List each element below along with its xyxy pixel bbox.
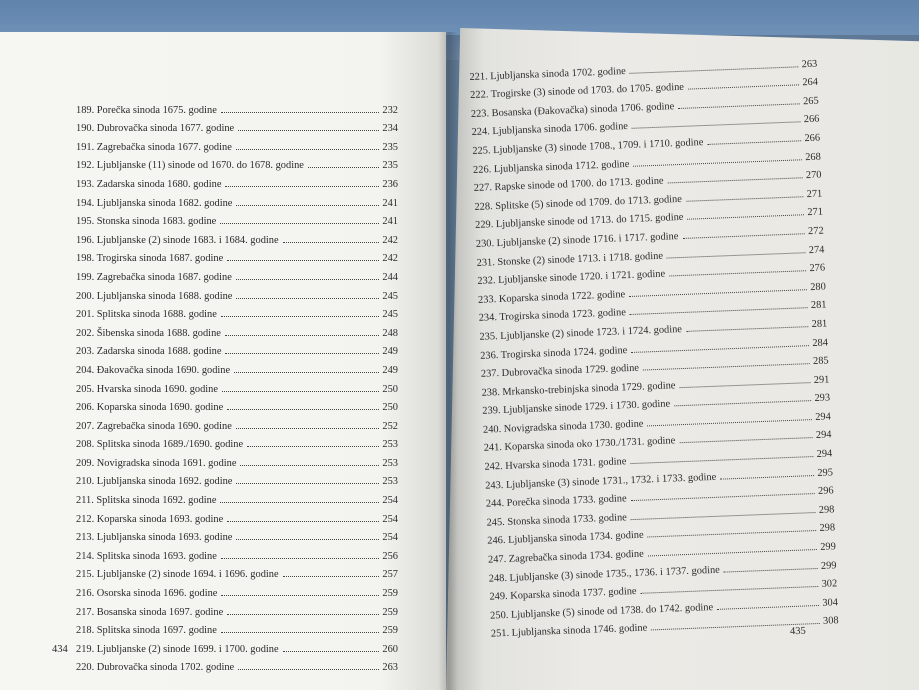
left-page-number: 434 <box>52 644 68 655</box>
toc-entry-page: 271 <box>807 206 824 219</box>
toc-entry-title: 227. Rapske sinode od 1700. do 1713. godine <box>473 175 664 195</box>
dot-leader <box>247 446 379 447</box>
toc-entry-title: 235. Ljubljanske (2) sinode 1723. i 1724. godine <box>479 323 683 343</box>
dot-leader <box>283 242 380 243</box>
toc-entry-title: 226. Ljubljanska sinoda 1712. godine <box>472 158 630 176</box>
toc-entry-title: 192. Ljubljanske (11) sinode od 1670. do 1678. godine <box>76 160 304 172</box>
left-table-of-contents <box>76 97 398 673</box>
toc-entry <box>76 153 398 172</box>
toc-entry <box>76 171 398 190</box>
dot-leader <box>221 316 380 317</box>
toc-entry-title: 251. Ljubljanska sinoda 1746. godine <box>490 622 648 640</box>
toc-entry-title: 198. Trogirska sinoda 1687. godine <box>76 253 224 265</box>
toc-entry-title: 194. Ljubljanska sinoda 1682. godine <box>76 197 233 209</box>
toc-entry-page: 241 <box>382 197 398 209</box>
toc-entry-page: 245 <box>382 290 398 302</box>
right-table-of-contents <box>469 51 839 640</box>
toc-entry-page: 264 <box>802 76 819 89</box>
toc-entry-title: 244. Porečka sinoda 1733. godine <box>485 493 627 510</box>
toc-entry-page: 263 <box>801 58 818 70</box>
toc-entry-title: 195. Stonska sinoda 1683. godine <box>76 216 217 228</box>
toc-entry-page: 281 <box>811 318 828 330</box>
toc-entry-page: 268 <box>805 151 822 163</box>
toc-entry-title: 217. Bosanska sinoda 1697. godine <box>76 606 224 618</box>
toc-entry-page: 257 <box>382 569 398 581</box>
toc-entry-page: 276 <box>809 262 826 275</box>
toc-entry-page: 260 <box>382 643 398 655</box>
toc-entry-page: 296 <box>817 485 834 498</box>
toc-entry-title: 224. Ljubljanska sinoda 1706. godine <box>471 121 629 139</box>
right-page-number: 435 <box>789 625 806 638</box>
toc-entry-title: 228. Splitske (5) sinode od 1709. do 1713. godine <box>474 193 683 213</box>
toc-entry <box>76 487 398 506</box>
toc-entry <box>76 469 398 488</box>
toc-entry <box>76 190 398 209</box>
toc-entry-title: 245. Stonska sinoda 1733. godine <box>486 512 628 529</box>
toc-entry-title: 231. Stonske (2) sinode 1713. i 1718. godine <box>476 250 664 269</box>
toc-entry-title: 237. Dubrovačka sinoda 1729. godine <box>480 362 640 380</box>
toc-entry-title: 220. Dubrovačka sinoda 1702. godine <box>76 662 235 674</box>
toc-entry-title: 213. Ljubljanska sinoda 1693. godine <box>76 532 233 544</box>
toc-entry-title: 191. Zagrebačka sinoda 1677. godine <box>76 141 232 153</box>
toc-entry <box>76 525 398 544</box>
toc-entry-page: 253 <box>382 476 398 488</box>
toc-entry-page: 245 <box>382 309 398 321</box>
toc-entry-title: 221. Ljubljanska sinoda 1702. godine <box>469 65 627 83</box>
toc-entry-page: 253 <box>382 439 398 451</box>
dot-leader <box>236 428 380 429</box>
toc-entry-page: 249 <box>382 364 398 376</box>
toc-entry <box>76 264 398 283</box>
toc-entry-title: 248. Ljubljanske (3) sinode 1735., 1736. i 1737. godine <box>488 564 720 585</box>
toc-entry-page: 244 <box>382 271 398 283</box>
dot-leader <box>240 465 379 466</box>
toc-entry-page: 242 <box>382 253 398 265</box>
toc-entry-title: 232. Ljubljanske sinode 1720. i 1721. godine <box>477 268 666 287</box>
toc-entry-page: 250 <box>382 383 398 395</box>
toc-entry-title: 214. Splitska sinoda 1693. godine <box>76 550 217 562</box>
toc-entry-page: 232 <box>382 104 398 116</box>
toc-entry-title: 212. Koparska sinoda 1693. godine <box>76 513 224 525</box>
toc-entry-title: 241. Koparska sinoda oko 1730./1731. godine <box>483 435 676 455</box>
toc-entry-page: 299 <box>820 559 837 572</box>
toc-entry <box>76 395 398 414</box>
dot-leader <box>220 502 379 503</box>
dot-leader <box>222 391 379 392</box>
dot-leader <box>220 223 379 224</box>
toc-entry-page: 294 <box>816 448 833 461</box>
toc-entry-page: 236 <box>382 178 398 190</box>
toc-entry-page: 299 <box>820 541 837 553</box>
toc-entry-title: 219. Ljubljanske (2) sinode 1699. i 1700. godine <box>76 643 279 655</box>
toc-entry-title: 208. Splitska sinoda 1689./1690. godine <box>76 439 244 451</box>
toc-entry-page: 253 <box>382 457 398 469</box>
toc-entry-title: 233. Koparska sinoda 1722. godine <box>477 288 626 306</box>
dot-leader <box>221 112 380 113</box>
toc-entry <box>76 636 398 655</box>
toc-entry <box>76 283 398 302</box>
toc-entry-title: 246. Ljubljanska sinoda 1734. godine <box>487 530 644 548</box>
toc-entry-title: 223. Bosanska (Đakovačka) sinoda 1706. godine <box>470 100 675 120</box>
toc-entry-page: 291 <box>813 374 830 386</box>
toc-entry <box>76 246 398 265</box>
toc-entry-page: 270 <box>805 169 822 182</box>
toc-entry <box>76 543 398 562</box>
toc-entry-page: 274 <box>808 244 825 256</box>
toc-entry-page: 266 <box>803 113 820 126</box>
toc-entry-page: 259 <box>382 625 398 637</box>
toc-entry <box>76 599 398 618</box>
dot-leader <box>236 483 379 484</box>
toc-entry <box>76 209 398 228</box>
toc-entry-title: 190. Dubrovačka sinoda 1677. godine <box>76 123 235 135</box>
toc-entry-title: 234. Trogirska sinoda 1723. godine <box>478 307 627 325</box>
toc-entry-page: 254 <box>382 513 398 525</box>
toc-entry-title: 247. Zagrebačka sinoda 1734. godine <box>487 548 644 566</box>
toc-entry-page: 284 <box>812 336 829 349</box>
dot-leader <box>225 335 380 336</box>
toc-entry-page: 242 <box>382 234 398 246</box>
toc-entry-page: 294 <box>815 411 832 423</box>
toc-entry-title: 250. Ljubljanske (5) sinode od 1738. do 1742. godine <box>489 601 714 622</box>
dot-leader <box>308 167 380 168</box>
toc-entry-page: 265 <box>802 95 819 107</box>
toc-entry-title: 238. Mrkansko-trebinjska sinoda 1729. godine <box>481 380 676 399</box>
toc-entry <box>76 97 398 116</box>
toc-entry-title: 196. Ljubljanske (2) sinode 1683. i 1684. godine <box>76 234 279 246</box>
toc-entry-title: 243. Ljubljanske (3) sinode 1731., 1732. i 1733. godine <box>484 471 717 492</box>
toc-entry-page: 259 <box>382 606 398 618</box>
toc-entry-page: 256 <box>382 550 398 562</box>
toc-entry-title: 210. Ljubljanska sinoda 1692. godine <box>76 476 233 488</box>
dot-leader <box>221 558 380 559</box>
toc-entry-title: 216. Osorska sinoda 1696. godine <box>76 588 218 600</box>
toc-entry-title: 206. Koparska sinoda 1690. godine <box>76 402 224 414</box>
toc-entry-page: 235 <box>382 160 398 172</box>
toc-entry-page: 298 <box>819 522 836 535</box>
toc-entry-page: 308 <box>822 615 839 628</box>
toc-entry <box>76 432 398 451</box>
toc-entry <box>76 302 398 321</box>
book-gutter <box>438 32 458 690</box>
dot-leader <box>236 298 379 299</box>
dot-leader <box>283 651 380 652</box>
toc-entry-page: 271 <box>806 188 823 200</box>
dot-leader <box>227 409 379 410</box>
toc-entry <box>76 655 398 674</box>
toc-entry-page: 241 <box>382 216 398 228</box>
dot-leader <box>283 576 380 577</box>
dot-leader <box>221 595 379 596</box>
dot-leader <box>236 205 379 206</box>
toc-entry-title: 249. Koparska sinoda 1737. godine <box>489 586 637 603</box>
toc-entry-title: 225. Ljubljanske (3) sinode 1708., 1709. i 1710. godine <box>472 137 704 157</box>
dot-leader <box>227 521 379 522</box>
toc-entry <box>76 134 398 153</box>
toc-entry-page: 285 <box>812 355 829 368</box>
toc-entry <box>76 562 398 581</box>
toc-entry-page: 281 <box>810 299 827 312</box>
dot-leader <box>221 632 380 633</box>
toc-entry-title: 230. Ljubljanske (2) sinode 1716. i 1717. godine <box>475 231 679 250</box>
toc-entry <box>76 506 398 525</box>
toc-entry-page: 234 <box>382 123 398 135</box>
toc-entry-page: 252 <box>382 420 398 432</box>
toc-entry-title: 201. Splitska sinoda 1688. godine <box>76 309 217 321</box>
toc-entry-title: 193. Zadarska sinoda 1680. godine <box>76 178 222 190</box>
toc-entry-page: 248 <box>382 327 398 339</box>
dot-leader <box>227 614 379 615</box>
toc-entry-title: 240. Novigradska sinoda 1730. godine <box>482 418 644 436</box>
toc-entry-title: 211. Splitska sinoda 1692. godine <box>76 495 217 507</box>
toc-entry-page: 254 <box>382 532 398 544</box>
toc-entry-title: 203. Zadarska sinoda 1688. godine <box>76 346 222 358</box>
toc-entry-title: 202. Šibenska sinoda 1688. godine <box>76 327 221 339</box>
toc-entry-title: 207. Zagrebačka sinoda 1690. godine <box>76 420 232 432</box>
dot-leader <box>225 353 379 354</box>
toc-entry-title: 218. Splitska sinoda 1697. godine <box>76 625 217 637</box>
dot-leader <box>236 539 379 540</box>
toc-entry-page: 294 <box>815 429 832 442</box>
toc-entry <box>76 413 398 432</box>
dot-leader <box>236 149 380 150</box>
toc-entry-page: 302 <box>821 578 838 591</box>
toc-entry-page: 298 <box>818 504 835 516</box>
dot-leader <box>234 372 379 373</box>
toc-entry-title: 200. Ljubljanska sinoda 1688. godine <box>76 290 233 302</box>
toc-entry-page: 272 <box>807 225 824 238</box>
toc-entry-page: 235 <box>382 141 398 153</box>
toc-entry <box>76 580 398 599</box>
toc-entry-title: 229. Ljubljanske sinode od 1713. do 1715. godine <box>475 212 684 232</box>
toc-entry-title: 236. Trogirska sinoda 1724. godine <box>479 344 628 362</box>
toc-entry <box>76 339 398 358</box>
toc-entry-page: 254 <box>382 495 398 507</box>
toc-entry-page: 304 <box>822 597 839 609</box>
toc-entry-page: 295 <box>817 466 834 479</box>
toc-entry-title: 189. Porečka sinoda 1675. godine <box>76 104 217 116</box>
toc-entry-page: 250 <box>382 402 398 414</box>
toc-entry-title: 239. Ljubljanske sinode 1729. i 1730. godine <box>482 398 671 418</box>
toc-entry-title: 205. Hvarska sinoda 1690. godine <box>76 383 218 395</box>
toc-entry-page: 259 <box>382 588 398 600</box>
toc-entry-page: 280 <box>810 281 827 293</box>
toc-entry-title: 222. Trogirske (3) sinode od 1703. do 1705. godine <box>470 81 685 102</box>
toc-entry <box>76 376 398 395</box>
toc-entry <box>76 450 398 469</box>
toc-entry-title: 242. Hvarska sinoda 1731. godine <box>484 456 627 473</box>
dot-leader <box>236 279 380 280</box>
toc-entry <box>76 618 398 637</box>
dot-leader <box>227 260 379 261</box>
toc-entry-title: 199. Zagrebačka sinoda 1687. godine <box>76 271 232 283</box>
toc-entry-page: 266 <box>804 132 821 145</box>
toc-entry-title: 209. Novigradska sinoda 1691. godine <box>76 457 237 469</box>
dot-leader <box>225 186 379 187</box>
toc-entry <box>76 320 398 339</box>
dot-leader <box>238 130 379 131</box>
toc-entry <box>76 357 398 376</box>
toc-entry <box>76 227 398 246</box>
toc-entry-page: 263 <box>382 662 398 674</box>
toc-entry-title: 204. Đakovačka sinoda 1690. godine <box>76 364 231 376</box>
dot-leader <box>238 669 379 670</box>
toc-entry <box>76 116 398 135</box>
toc-entry-page: 293 <box>814 392 831 405</box>
toc-entry-title: 215. Ljubljanske (2) sinode 1694. i 1696. godine <box>76 569 279 581</box>
toc-entry-page: 249 <box>382 346 398 358</box>
